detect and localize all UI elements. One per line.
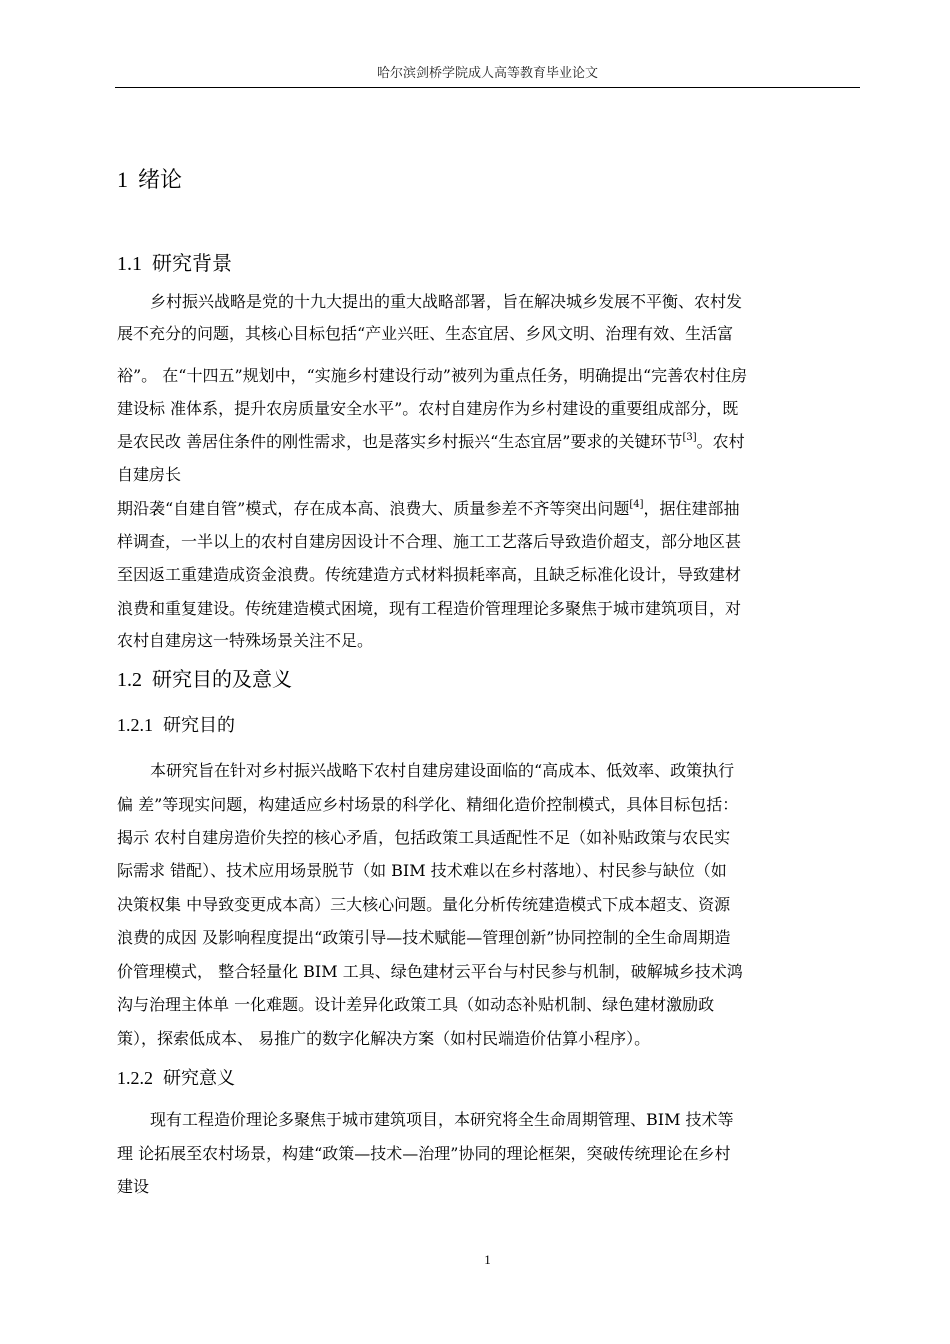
paragraph-line: 策），探索低成本、 易推广的数字化解决方案（如村民端造价估算小程序）。 bbox=[117, 1029, 651, 1048]
chapter-heading bbox=[117, 166, 182, 195]
line-text: 。农村 bbox=[696, 432, 745, 451]
paragraph-line: 至因返工重建造成资金浪费。传统建造方式材料损耗率高，且缺乏标准化设计，导致建材 bbox=[117, 565, 742, 584]
section-heading-1-2 bbox=[117, 666, 292, 693]
subsection-heading-1-2-2 bbox=[117, 1066, 235, 1091]
line-text: ，据住建部抽 bbox=[643, 499, 740, 518]
paragraph-line: 决策权集 中导致变更成本高）三大核心问题。量化分析传统建造模式下成本超支、资源 bbox=[117, 895, 731, 914]
subsection-number: 1.2.2 bbox=[117, 1068, 153, 1088]
paragraph-line: 建设标 准体系，提升农房质量安全水平”。农村自建房作为乡村建设的重要组成部分，既 bbox=[117, 399, 739, 418]
paragraph-line: 样调查，一半以上的农村自建房因设计不合理、施工工艺落后导致造价超支，部分地区甚 bbox=[117, 532, 742, 551]
page-number: 1 bbox=[484, 1252, 491, 1267]
paragraph-line: 沟与治理主体单 一化难题。设计差异化政策工具（如动态补贴机制、绿色建材激励政 bbox=[117, 995, 715, 1014]
paragraph-line: 价管理模式， 整合轻量化 BIM 工具、绿色建材云平台与村民参与机制，破解城乡技术鸿 bbox=[117, 962, 743, 981]
subsection-title: 研究目的 bbox=[163, 715, 235, 736]
citation-ref: [4] bbox=[629, 499, 644, 510]
subsection-title: 研究意义 bbox=[163, 1068, 235, 1089]
paragraph-line: 乡村振兴战略是党的十九大提出的重大战略部署，旨在解决城乡发展不平衡、农村发 bbox=[150, 292, 743, 311]
paragraph-line: 自建房长 bbox=[117, 465, 182, 484]
section-number: 1.1 bbox=[117, 253, 142, 275]
line-text: 期沿袭“自建自管”模式，存在成本高、浪费大、质量参差不齐等突出问题 bbox=[117, 499, 630, 518]
paragraph-line: 本研究旨在针对乡村振兴战略下农村自建房建设面临的“高成本、低效率、政策执行 bbox=[150, 761, 735, 780]
paragraph-line: 建设 bbox=[117, 1177, 150, 1196]
paragraph-line: 展不充分的问题，其核心目标包括“产业兴旺、生态宜居、乡风文明、治理有效、生活富 bbox=[117, 324, 734, 343]
section-title: 研究目的及意义 bbox=[152, 667, 292, 691]
section-title: 研究背景 bbox=[152, 251, 232, 275]
citation-ref: [3] bbox=[682, 432, 697, 443]
paragraph-line: 揭示 农村自建房造价失控的核心矛盾，包括政策工具适配性不足（如补贴政策与农民实 bbox=[117, 828, 731, 847]
subsection-number: 1.2.1 bbox=[117, 715, 153, 735]
paragraph-line: 现有工程造价理论多聚焦于城市建筑项目，本研究将全生命周期管理、BIM 技术等 bbox=[150, 1110, 734, 1129]
paragraph-line: 浪费和重复建设。传统建造模式困境，现有工程造价管理理论多聚焦于城市建筑项目，对 bbox=[117, 599, 742, 618]
paragraph-line: 理 论拓展至农村场景，构建“政策—技术—治理”协同的理论框架，突破传统理论在乡村 bbox=[117, 1144, 731, 1163]
paragraph-line: 裕”。 在“十四五”规划中，“实施乡村建设行动”被列为重点任务，明确提出“完善农村住房 bbox=[117, 366, 748, 385]
chapter-number: 1 bbox=[117, 167, 128, 192]
running-header: 哈尔滨剑桥学院成人高等教育毕业论文 bbox=[376, 66, 598, 81]
line-text: 是农民改 善居住条件的刚性需求，也是落实乡村振兴“生态宜居”要求的关键环节 bbox=[117, 432, 683, 451]
paragraph-line bbox=[117, 497, 740, 521]
paragraph-line: 偏 差”等现实问题，构建适应乡村场景的科学化、精细化造价控制模式，具体目标包括： bbox=[117, 795, 739, 814]
chapter-title: 绪论 bbox=[138, 168, 183, 193]
section-heading-1-1 bbox=[117, 250, 232, 277]
header-rule bbox=[115, 87, 860, 88]
paragraph-line: 浪费的成因 及影响程度提出“政策引导—技术赋能—管理创新”协同控制的全生命周期造 bbox=[117, 928, 731, 947]
paragraph-line: 农村自建房这一特殊场景关注不足。 bbox=[117, 631, 374, 650]
paragraph-line: 际需求 错配）、技术应用场景脱节（如 BIM 技术难以在乡村落地）、村民参与缺位（如 bbox=[117, 861, 727, 880]
section-number: 1.2 bbox=[117, 669, 142, 691]
paragraph-line bbox=[117, 430, 745, 454]
subsection-heading-1-2-1 bbox=[117, 713, 235, 738]
